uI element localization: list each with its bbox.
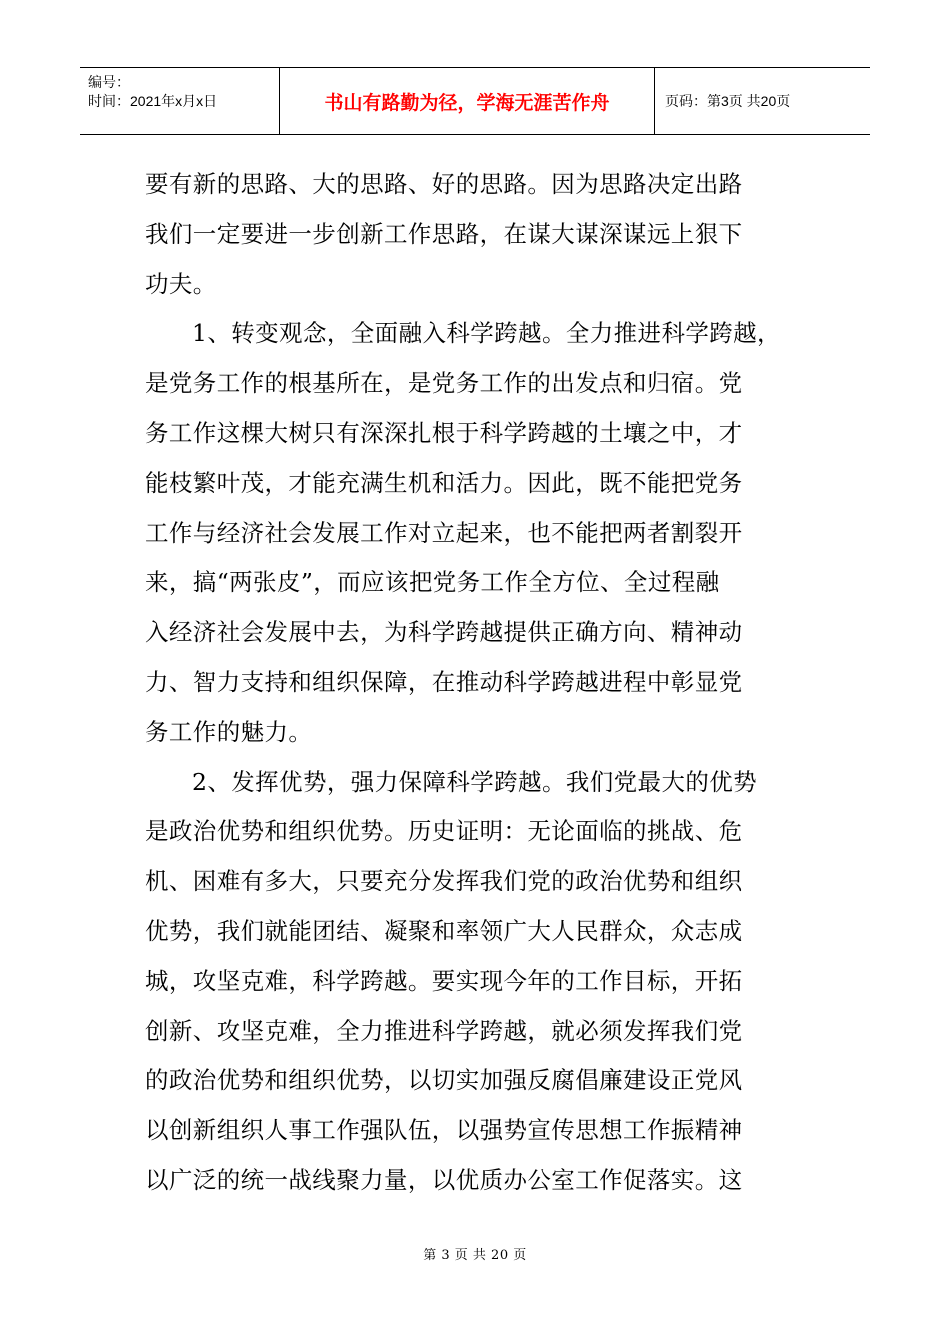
motto-text: 书山有路勤为径，学海无涯苦作舟 [324, 91, 610, 114]
header-meta-cell [80, 68, 280, 134]
text-line: 要有新的思路、大的思路、好的思路。因为思路决定出路 [145, 170, 743, 198]
text-line: 2、发挥优势，强力保障科学跨越。我们党最大的优势 [192, 767, 758, 796]
text-line: 以广泛的统一战线聚力量，以优质办公室工作促落实。这 [145, 1165, 743, 1194]
text-line: 城，攻坚克难，科学跨越。要实现今年的工作目标，开拓 [145, 966, 743, 995]
text-line: 入经济社会发展中去，为科学跨越提供正确方向、精神动 [145, 618, 743, 647]
text-line: 是政治优势和组织优势。历史证明：无论面临的挑战、危 [145, 817, 743, 846]
text-line: 是党务工作的根基所在，是党务工作的出发点和归宿。党 [145, 369, 743, 398]
text-line: 能枝繁叶茂，才能充满生机和活力。因此，既不能把党务 [145, 468, 743, 497]
text-line: 1、转变观念，全面融入科学跨越。全力推进科学跨越， [192, 319, 781, 348]
document-body [145, 160, 810, 1206]
page-info: 页码：第3页 共20页 [665, 93, 791, 109]
text-line: 我们一定要进一步创新工作思路，在谋大谋深谋远上狠下 [145, 219, 743, 248]
date-line: 时间：2021年x月x日 [88, 93, 218, 109]
text-line: 以创新组织人事工作强队伍，以强势宣传思想工作振精神 [145, 1116, 743, 1145]
text-line: 来，搞“两张皮”，而应该把党务工作全方位、全过程融 [145, 568, 720, 597]
text-line: 功夫。 [145, 269, 217, 298]
text-line: 优势，我们就能团结、凝聚和率领广大人民群众，众志成 [145, 916, 743, 945]
serial-label: 编号： [88, 74, 130, 90]
footer-page-number: 第 3 页 共 20 页 [423, 1248, 527, 1263]
page-footer [0, 1244, 950, 1263]
header-motto-cell [280, 68, 655, 134]
page-header [80, 67, 870, 135]
text-line: 的政治优势和组织优势，以切实加强反腐倡廉建设正党风 [145, 1066, 743, 1095]
header-page-cell [655, 68, 870, 134]
text-line: 工作与经济社会发展工作对立起来，也不能把两者割裂开 [145, 518, 743, 547]
text-line: 机、困难有多大，只要充分发挥我们党的政治优势和组织 [145, 867, 743, 896]
text-line: 力、智力支持和组织保障，在推动科学跨越进程中彰显党 [145, 667, 743, 696]
text-line: 务工作这棵大树只有深深扎根于科学跨越的土壤之中，才 [145, 418, 743, 447]
text-line: 务工作的魅力。 [145, 717, 313, 746]
text-line: 创新、攻坚克难，全力推进科学跨越，就必须发挥我们党 [145, 1016, 743, 1045]
